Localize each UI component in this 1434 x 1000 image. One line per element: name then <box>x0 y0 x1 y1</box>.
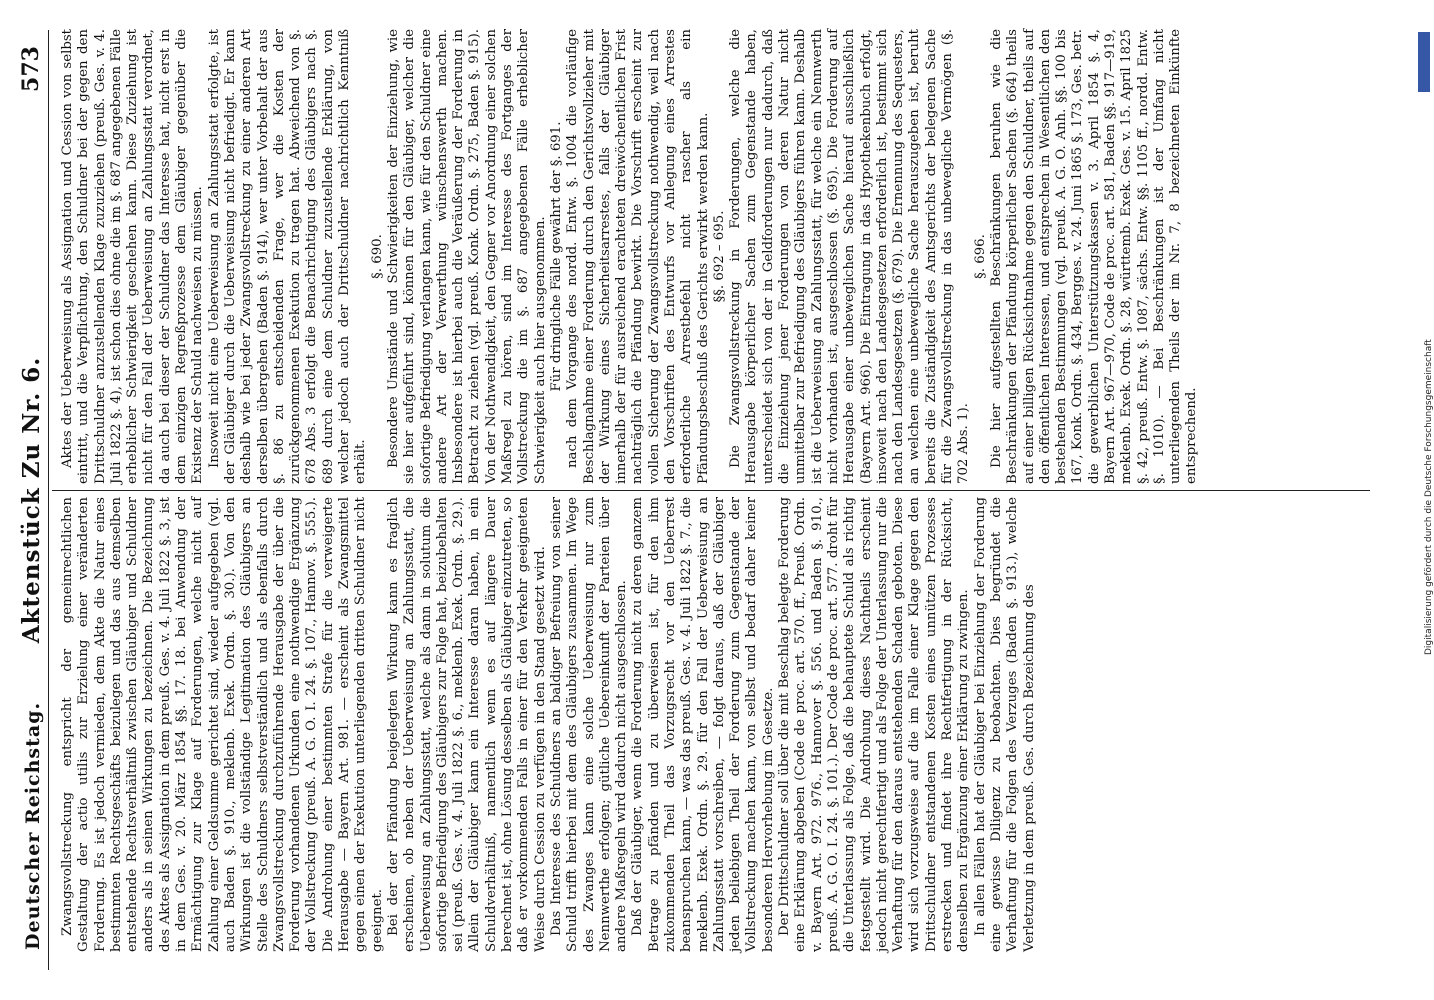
section-heading: §. 696. <box>972 234 988 279</box>
header-left-title: Deutscher Reichstag. <box>22 701 44 950</box>
right-paragraph: nach dem Vorgange des nordd. Entw. §. 1004 die vorläufige Beschlagnahme einer Forderung durch den Gerichtsvollzieher mit der Wirkung eines Sicherheitsarrestes, falls der Gläubiger innerhalb der für ausreichend erachteten dreiwöchentlichen Frist nachträglich die Pfändung bewirkt. Die Vorschrift erscheint zur vollen Sicherung der Zwangsvollstreckung nothwendig, weil nach den Vorschriften des Entwurfs vor Anlegung eines Arrestes erforderliche Arrestbefehl nicht rascher als ein Pfändungsbeschluß des Gerichts erwirkt werden kann. <box>565 29 711 484</box>
left-paragraph: Das Interesse des Schuldners an baldiger Befreiung von seiner Schuld trifft hierbei mit dem des Gläubigers zusammen. Im Wege des Zwanges kann eine solche Ueberweisung nur zum Nennwerthe erfolgen; gütliche Uebereinkunft der Parteien über andere Maßregeln wird dadurch nicht ausgeschlossen. <box>548 497 630 952</box>
left-paragraph: Zwangsvollstreckung entspricht der gemeinrechtlichen Gestaltung der actio utilis zur Erzielung einer veränderten Forderung. Es ist jedoch vermieden, dem Akte die Natur eines bestimmten Rechtsgeschäfts beizulegen und das aus demselben entstehende Rechtsverhältniß zwischen Gläubiger und Schuldner anders als in seinen Wirkungen zu bezeichnen. Die Bezeichnung des Aktes als Assignation in dem preuß. Ges. v. 4. Juli 1822 §. 3, ist in dem Ges. v. 20. März 1854 §§. 17. 18. bei Anwendung der Ermächtigung zur Klage auf Forderungen, welche nicht auf Zahlung einer Geldsumme gerichtet sind, wieder aufgegeben (vgl. auch Baden §. 910., meklenb. Exek. Ordn. §. 30.). Von den Wirkungen ist die vollständige Legitimation des Gläubigers an Stelle des Schuldners selbstverständlich und als ebenfalls durch Zwangsvollstreckung durchzuführende Herausgabe der über die Forderung vorhandenen Urkunden eine nothwendige Ergänzung der Vollstreckung (preuß. A. G. O. I. 24. §. 107., Hannov. §. 555.). Die Androhung einer bestimmten Strafe für die verweigerte Herausgabe — Bayern Art. 981. — erscheint als Zwangsmittel gegen einen der Exekution unterliegenden dritten Schuldner nicht geeignet. <box>60 497 385 952</box>
right-paragraph: Aktes der Ueberweisung als Assignation und Cession von selbst eintritt, und die Verpflichtung, den Schuldner bei der gegen den Drittschuldner anzustellenden Klage zuzuziehen (preuß. Ges. v. 4. Juli 1822 §. 4), ist schon dies ohne die im §. 687 angegebenen Fälle erheblicher Schwierigkeit geschehen kann. Diese Zuziehung ist nicht für den Fall der Ueberweisung an Zahlungsstatt verordnet, da auch bei dieser der Schuldner das Interesse hat, nicht erst in dem einzigen Regreßprozesse dem Gläubiger gegenüber die Existenz der Schuld nachweisen zu müssen. <box>60 29 206 484</box>
page-header <box>14 40 50 960</box>
left-paragraph: Der Drittschuldner soll über die mit Beschlag belegte Forderung eine Erklärung abgeben (Code de proc. art. 570. ff., Preuß. Ordn. v. Bayern Art. 972. 976., Hannover §. 556. und Baden §. 910., preuß. A. G. O. I. 24. §. 101.). Der Code de proc. art. 577. droht für die Unterlassung als Folge, daß die behauptete Schuld als richtig festgestellt wird. Die Androhung dieses Nachtheils erscheint jedoch nicht gerechtfertigt und als Folge der Unterlassung nur die Verhaftung für den daraus entstehenden Schaden geboten. Diese wird sich vorzugsweise auf die im Falle einer Klage gegen den Drittschuldner entstandenen Kosten eines unnützen Prozesses erstrecken und findet ihre Rechtfertigung in der Rücksicht, denselben zu Ergänzung einer Erklärung zu zwingen. <box>777 497 972 952</box>
left-paragraph: Daß der Gläubiger, wenn die Forderung nicht zu deren ganzem Betrage zu pfänden und zu überweisen ist, für den ihm zukommenden Theil das Vorzugsrecht vor den Ueberrest beanspruchen kann, — was das preuß. Ges. v. 4. Juli 1822 §. 7., die meklenb. Exek. Ordn. §. 29. für den Fall der Ueberweisung an Zahlungsstatt vorschreiben, — folgt daraus, daß der Gläubiger jeden beliebigen Theil der Forderung zum Gegenstande der Vollstreckung machen kann, von selbst und bedarf daher keiner besonderen Hervorhebung im Gesetze. <box>630 497 776 952</box>
section-heading: §. 690. <box>369 234 385 279</box>
digitization-note-text: Digitalisierung gefördert durch die Deutsche Forschungsgemeinschaft <box>1424 339 1434 655</box>
right-paragraph: Die Zwangsvollstreckung in Forderungen, welche die Herausgabe körperlicher Sachen zum Gegenstande haben, unterscheidet sich von der in Geldforderungen nur dadurch, daß die Einziehung jener Forderungen von deren Natur nicht unmittelbar zur Befriedigung des Gläubigers führen kann. Deshalb ist die Ueberweisung an Zahlungsstatt, für welche ein Nennwerth nicht vorhanden ist, ausgeschlossen (§. 695). Die Forderung auf Herausgabe einer unbeweglichen Sache hierauf ausschließlich (Bayern Art. 966). Die Eintragung in das Hypothekenbuch erfolgt, insoweit nach den Landesgesetzen erforderlich ist, bestimmt sich nach den Landesgesetzen (§. 679). Die Ernennung des Sequesters, an welchen eine unbewegliche Sache herauszugeben ist, beruht bereits die Zuständigkeit des Amtsgerichts der belegenen Sache für die Zwangsvollstreckung in das unbewegliche Vermögen (§. 702 Abs. 1). <box>728 29 972 484</box>
left-paragraph: In allen Fällen hat der Gläubiger bei Einziehung der Forderung eine gewisse Diligenz zu beobachten. Dies begründet die Verhaftung für die Folgen des Verzuges (Baden §. 913.), welche Verletzung in dem preuß. Ges. durch Bezeichnung des <box>972 497 1037 952</box>
header-rule <box>48 30 49 970</box>
left-column <box>60 497 1370 952</box>
left-paragraph: Bei der der Pfändung beigelegten Wirkung kann es fraglich erscheinen, ob neben der Ueberweisung an Zahlungsstatt, die Ueberweisung an Zahlungsstatt, welche als dann in solutum die sofortige Befriedigung des Gläubigers zur Folge hat, beizubehalten sei (preuß. Ges. v. 4. Juli 1822 §. 6., meklenb. Exek. Ordn. §. 29.). Allein der Gläubiger kann ein Interesse daran haben, in ein Schuldverhältniß, namentlich wenn es auf längere Dauer berechnet ist, ohne Lösung desselben als Gläubiger einzutreten, so daß er vorkommenden Falls in einer für den Verkehr geeigneten Weise durch Cession zu verfügen in den Stand gesetzt wird. <box>385 497 548 952</box>
right-paragraph: Insoweit nicht eine Ueberweisung an Zahlungsstatt erfolgte, ist der Gläubiger durch die Ueberweisung nicht befriedigt. Er kann deshalb wie bei jeder Zwangsvollstreckung zu einer anderen Art derselben übergehen (Baden §. 914), wer unter Vorbehalt der aus §. 86 zu entscheidenden Frage, wer die Kosten der zurückgenommenen Exekution zu tragen hat. Abweichend von §. 678 Abs. 3 erfolgt die Benachrichtigung des Gläubigers nach §. 689 durch eine dem Schuldner zuzustellende Erklärung, von welcher jedoch auch der Drittschuldner nachrichtlich Kenntniß erhält. <box>206 29 369 484</box>
header-center-title: Aktenstück Zu Nr. 6. <box>18 356 45 644</box>
right-paragraph: Die hier aufgestellten Beschränkungen beruhen wie die Beschränkungen der Pfändung körperlicher Sachen (§. 664) theils auf einer billigen Rücksichtnahme gegen den Schuldner, theils auf den öffentlichen Interessen, und entsprechen in Wesentlichen den bestehenden Bestimmungen (vgl. preuß. A. G. O. Anh. §§. 100 bis 167, Konk. Ordn. §. 434, Bergges. v. 24. Juni 1865 §. 173, Ges. betr. die gewerblichen Unterstützungskassen v. 3. April 1854 §. 4, Bayern Art. 967—970, Code de proc. art. 581, Baden §§. 917—919, meklenb. Exek. Ordn. §. 28, württemb. Exek. Ges. v. 15. April 1825 §. 42, preuß. Entw. §. 1087, sächs. Entw. §§. 1105 ff., nordd. Entw. §. 1010). — Bei Beschränkungen ist der Umfang nicht unterliegenden Theils der im Nr. 7, 8 bezeichneten Einkünfte entsprechend. <box>988 29 1200 484</box>
digitization-note <box>1419 339 1434 660</box>
section-heading: §§. 692 – 695. <box>711 210 727 303</box>
dfg-logo <box>1409 32 1430 92</box>
right-paragraph: Besondere Umstände und Schwierigkeiten der Einziehung, wie sie hier aufgeführt sind, können für den Gläubiger, welcher die sofortige Befriedigung verlangen kann, wie für den Schuldner eine andere Art der Verwerthung wünschenswerth machen. Insbesondere ist hierbei auch die Veräußerung der Forderung in Betracht zu ziehen (vgl. preuß. Konk. Ordn. §. 275, Baden §. 915). Von der Nothwendigkeit, den Gegner vor Anordnung einer solchen Maßregel zu hören, sind im Interesse des Fortganges der Vollstreckung die im §. 687 angegebenen Fälle erheblicher Schwierigkeit auch hier ausgenommen. <box>385 29 548 484</box>
page-number: 573 <box>18 46 44 92</box>
column-divider <box>52 490 1370 491</box>
dfg-logo-text: DFG <box>1409 52 1419 69</box>
section-heading: Für dringliche Fälle gewährt der §. 691. <box>548 121 564 392</box>
right-column <box>60 29 1370 484</box>
